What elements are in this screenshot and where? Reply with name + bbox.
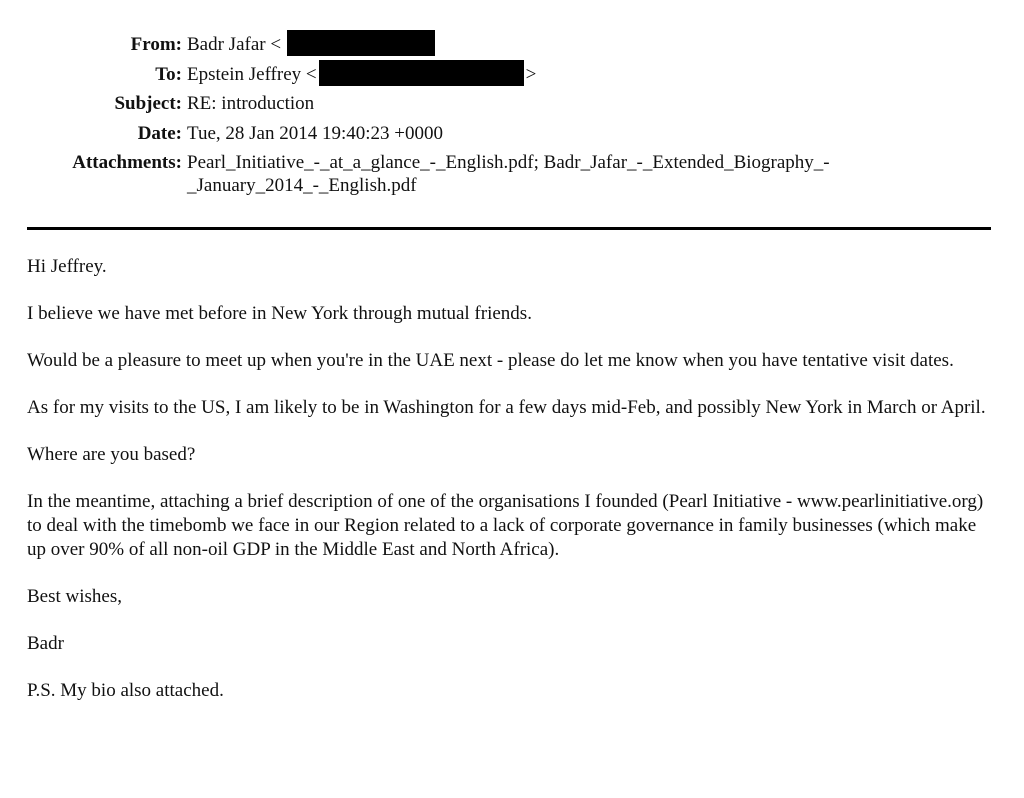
body-paragraph: In the meantime, attaching a brief description of one of the organisations I founded (Pearl Initiative - www.pearlinitiative.org) to deal with the timebomb we face in our Region related to a lack of corporate governance in family businesses (which make up over 90% of all non-oil GDP in the Middle East and North Africa).: [27, 491, 984, 560]
subject-value: RE: introduction: [187, 93, 315, 114]
to-label: To:: [155, 63, 182, 85]
redaction-block: [319, 60, 524, 86]
attachments-value: Pearl_Initiative_-_at_a_glance_-_English.pdf; Badr_Jafar_-_Extended_Biography_-_January_2014_-_English.pdf: [187, 152, 830, 196]
from-bracket: <: [270, 34, 282, 55]
to-close-bracket: >: [525, 63, 537, 85]
email-body: [27, 255, 987, 726]
body-paragraph: Would be a pleasure to meet up when you're in the UAE next - please do let me know when you have tentative visit dates.: [27, 350, 954, 371]
date-value: Tue, 28 Jan 2014 19:40:23 +0000: [187, 122, 443, 144]
header-divider: [27, 227, 991, 230]
body-paragraph: As for my visits to the US, I am likely to be in Washington for a few days mid-Feb, and possibly New York in March or April.: [27, 397, 986, 418]
from-label: From:: [130, 34, 182, 55]
closing: Best wishes,: [27, 586, 122, 607]
postscript: P.S. My bio also attached.: [27, 680, 224, 701]
greeting: Hi Jeffrey.: [27, 256, 107, 277]
to-row: [0, 60, 1024, 90]
to-name: Epstein Jeffrey: [187, 63, 302, 85]
body-paragraph: Where are you based?: [27, 444, 196, 465]
subject-label: Subject:: [114, 93, 182, 114]
signature: Badr: [27, 633, 64, 654]
from-row: [0, 30, 1024, 60]
to-value: [187, 60, 536, 90]
body-paragraph: I believe we have met before in New York through mutual friends.: [27, 303, 532, 324]
date-row: [0, 119, 1024, 149]
redaction-block: [287, 30, 435, 56]
date-label: Date:: [137, 122, 182, 144]
subject-row: [0, 89, 1024, 119]
to-open-bracket: <: [305, 63, 317, 85]
from-name: Badr Jafar: [187, 34, 266, 55]
attachments-row: [0, 148, 1024, 196]
attachments-label: Attachments:: [72, 152, 182, 173]
from-value: [187, 30, 435, 60]
email-header: [0, 30, 1024, 196]
